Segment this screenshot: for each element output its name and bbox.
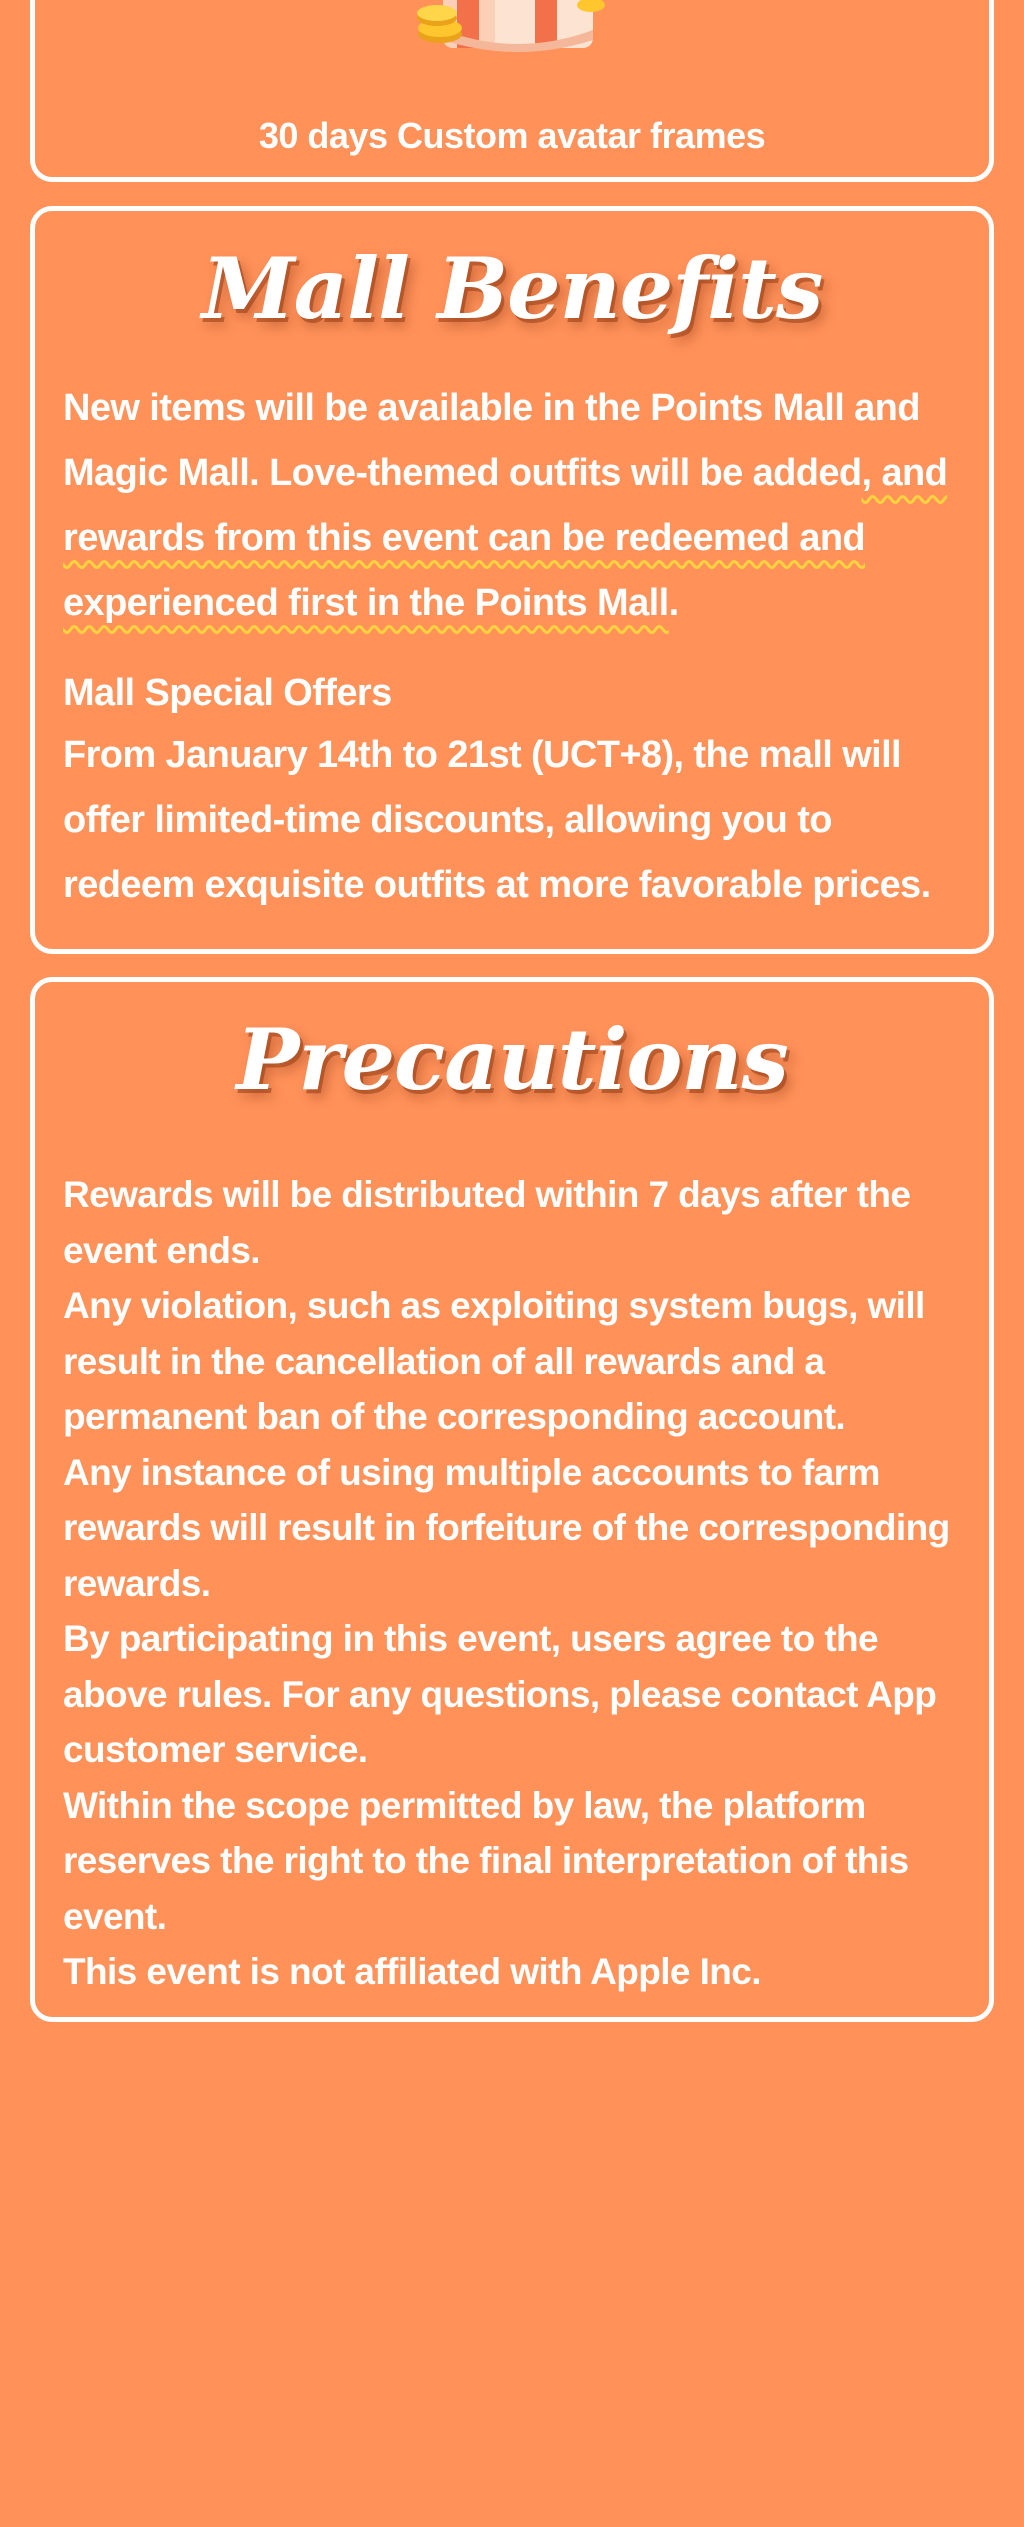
highlighted-text: , and rewards from this event can be redeemed and experienced first in the Points Mall	[63, 452, 948, 624]
list-item: By participating in this event, users agree to the above rules. For any questions, please contact App customer service.	[63, 1618, 937, 1770]
list-item: Any instance of using multiple accounts to farm rewards will result in forfeiture of the corresponding rewards.	[63, 1451, 950, 1604]
list-item: Within the scope permitted by law, the platform reserves the right to the final interpretation of this event.	[63, 1784, 909, 1937]
mall-intro-paragraph	[63, 376, 961, 636]
mall-intro-text: New items will be available in the Points Mall and Magic Mall. Love-themed outfits will be added	[63, 387, 920, 494]
reward-caption: 30 days Custom avatar frames	[258, 115, 766, 156]
list-item: Any violation, such as exploiting system bugs, will result in the cancellation of all rewards and a permanent ban of the corresponding account.	[63, 1285, 925, 1437]
list-item: Rewards will be distributed within 7 days after the event ends.	[63, 1174, 911, 1271]
gift-box-icon	[395, 0, 645, 60]
mall-intro-end: .	[668, 582, 679, 624]
offer-heading: Mall Special Offers	[63, 672, 392, 714]
mall-benefits-panel	[30, 206, 994, 954]
list-item: This event is not affiliated with Apple Inc.	[63, 1951, 761, 1992]
section-title: Mall Benefits	[201, 239, 823, 338]
reward-panel	[30, 0, 994, 182]
precautions-panel	[30, 977, 994, 2022]
precautions-list	[63, 1167, 961, 2000]
offer-body: From January 14th to 21st (UCT+8), the mall will offer limited-time discounts, allowing you to redeem exquisite outfits at more favorable prices.	[63, 734, 931, 906]
section-title: Precautions	[236, 1010, 788, 1109]
